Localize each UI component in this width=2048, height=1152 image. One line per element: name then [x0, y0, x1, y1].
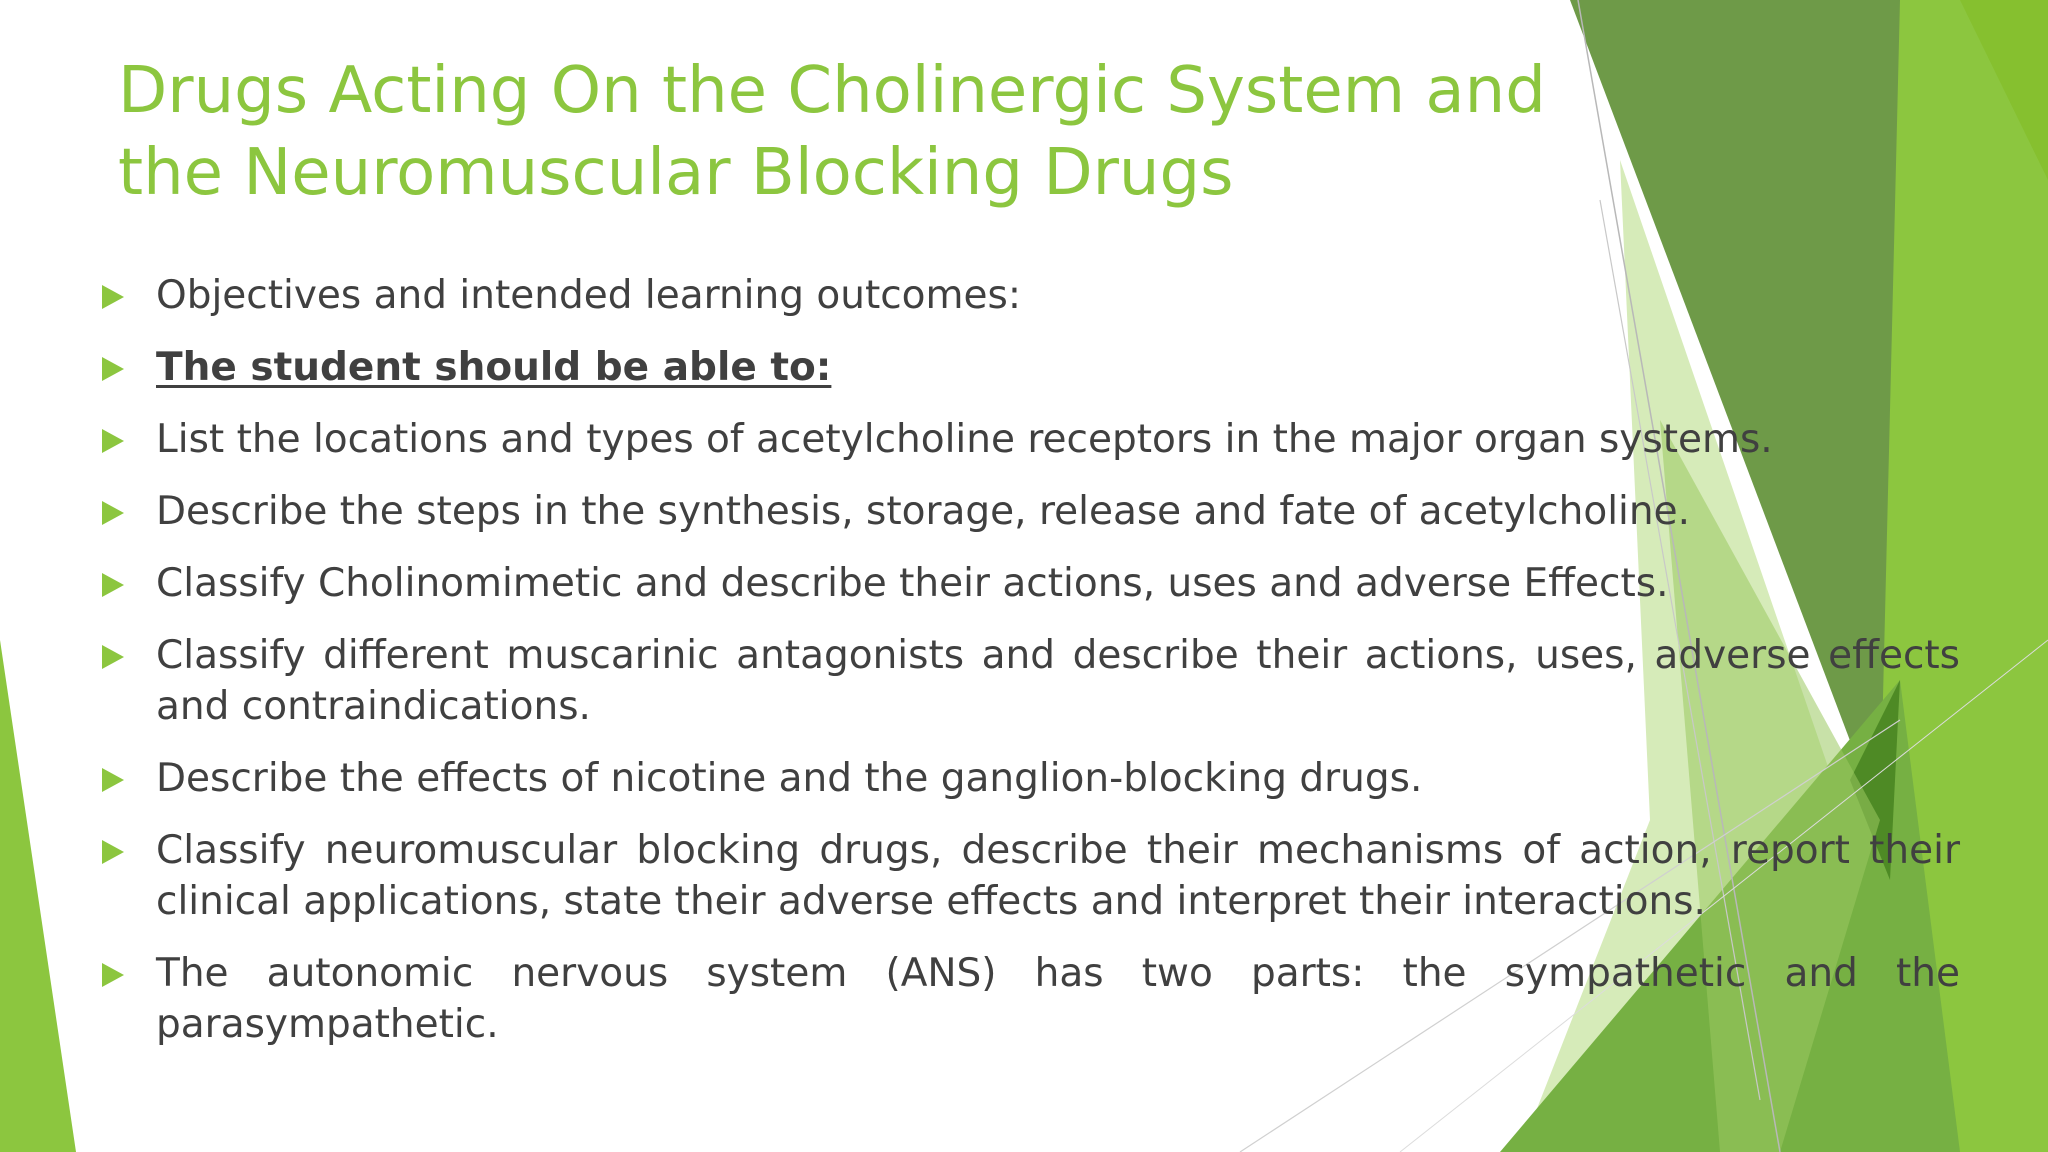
triangle-right-icon — [102, 501, 124, 525]
list-item-text: Objectives and intended learning outcomes: — [156, 273, 1021, 318]
slide-title-line-2: the Neuromuscular Blocking Drugs — [118, 136, 1234, 210]
triangle-right-icon — [102, 963, 124, 987]
list-item-text: Classify Cholinomimetic and describe their actions, uses and adverse Effects. — [156, 561, 1669, 606]
list-item-text: Classify different muscarinic antagonists and describe their actions, uses, adverse effects and contraindications. — [156, 633, 1960, 729]
list-item-text: List the locations and types of acetylcholine receptors in the major organ systems. — [156, 417, 1773, 462]
triangle-right-icon — [102, 768, 124, 792]
list-item — [100, 630, 1960, 732]
list-item-text: The autonomic nervous system (ANS) has two parts: the sympathetic and the parasympathetic. — [156, 951, 1960, 1047]
triangle-right-icon — [102, 573, 124, 597]
list-item — [100, 342, 1960, 393]
list-item — [100, 414, 1960, 465]
list-item — [100, 270, 1960, 321]
slide-title-line-1: Drugs Acting On the Cholinergic System and — [118, 54, 1546, 128]
triangle-right-icon — [102, 645, 124, 669]
triangle-right-icon — [102, 357, 124, 381]
list-item-text: The student should be able to: — [156, 345, 832, 390]
triangle-right-icon — [102, 429, 124, 453]
list-item — [100, 825, 1960, 927]
triangle-right-icon — [102, 285, 124, 309]
list-item — [100, 753, 1960, 804]
list-item-text: Describe the effects of nicotine and the ganglion-blocking drugs. — [156, 756, 1423, 801]
slide-title — [118, 50, 1546, 214]
triangle-right-icon — [102, 840, 124, 864]
list-item-text: Classify neuromuscular blocking drugs, describe their mechanisms of action, report their clinical applications, state their adverse effects and interpret their interactions. — [156, 828, 1960, 924]
list-item — [100, 486, 1960, 537]
list-item-text: Describe the steps in the synthesis, storage, release and fate of acetylcholine. — [156, 489, 1690, 534]
list-item — [100, 948, 1960, 1050]
decor-shape-left-sliver — [0, 640, 76, 1152]
objectives-list — [100, 270, 1960, 1071]
list-item — [100, 558, 1960, 609]
